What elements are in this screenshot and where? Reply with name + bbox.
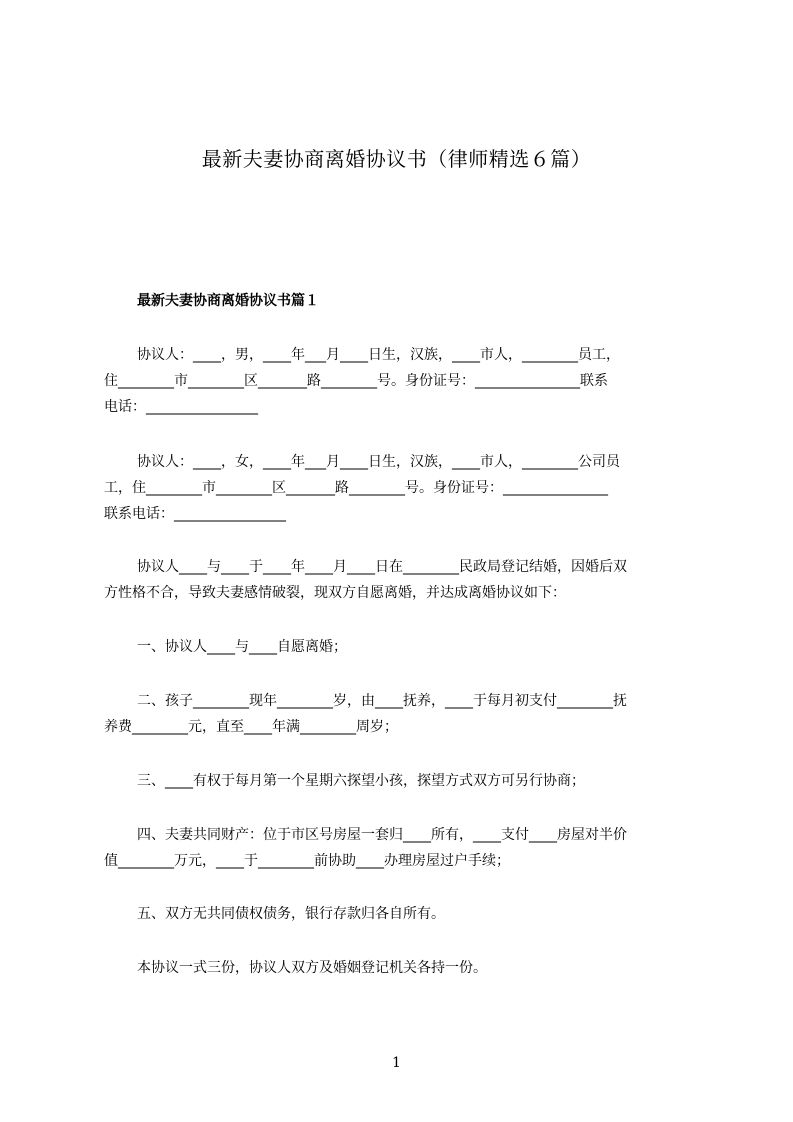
paragraph-line: 四、夫妻共同财产：位于市区号房屋一套归____所有，____支付____房屋对半价 xyxy=(137,827,627,843)
section-heading: 最新夫妻协商离婚协议书篇１ xyxy=(137,293,319,309)
marriage-statement-paragraph xyxy=(104,554,700,606)
paragraph-line: 五、双方无共同债权债务，银行存款归各自所有。 xyxy=(137,906,445,922)
paragraph-line: 二、孩子________现年________岁，由____抚养，____于每月初支付________抚 xyxy=(137,693,627,709)
closing-statement xyxy=(104,955,700,981)
paragraph-line: 养费________元，直至____年满________周岁； xyxy=(104,719,398,735)
document-title: 最新夫妻协商离婚协议书（律师精选６篇） xyxy=(201,147,592,171)
clause-5 xyxy=(104,901,700,927)
paragraph-line: 本协议一式三份，协议人双方及婚姻登记机关各持一份。 xyxy=(137,960,487,976)
paragraph-line: 联系电话：________________ xyxy=(104,506,286,522)
paragraph-line: 电话：________________ xyxy=(104,399,258,415)
paragraph-line: 一、协议人____与____自愿离婚； xyxy=(137,639,347,655)
party-female-paragraph xyxy=(104,449,700,527)
clause-1 xyxy=(104,634,700,660)
paragraph-line: 协议人：____，女，____年___月____日生，汉族，____市人，________公司员 xyxy=(137,454,620,470)
paragraph-line: 工，住________市________区_______路________号。身份证号：_______________ xyxy=(104,480,608,496)
page-number: 1 xyxy=(392,1055,401,1071)
paragraph-line: 协议人____与____于____年____月____日在________民政局登记结婚，因婚后双 xyxy=(137,559,627,575)
paragraph-line: 值________万元，____于________前协助____办理房屋过户手续； xyxy=(104,853,510,869)
paragraph-line: 方性格不合，导致夫妻感情破裂，现双方自愿离婚，并达成离婚协议如下： xyxy=(104,585,566,601)
paragraph-line: 协议人：____，男，____年___月____日生，汉族，____市人，________员工， xyxy=(137,347,620,363)
clause-3 xyxy=(104,768,700,794)
clause-4 xyxy=(104,822,700,874)
party-male-paragraph xyxy=(104,342,700,420)
clause-2 xyxy=(104,688,700,740)
paragraph-line: 三、____有权于每月第一个星期六探望小孩，探望方式双方可另行协商； xyxy=(137,773,585,789)
paragraph-line: 住________市________区_______路________号。身份证号：_______________联系 xyxy=(104,373,608,389)
